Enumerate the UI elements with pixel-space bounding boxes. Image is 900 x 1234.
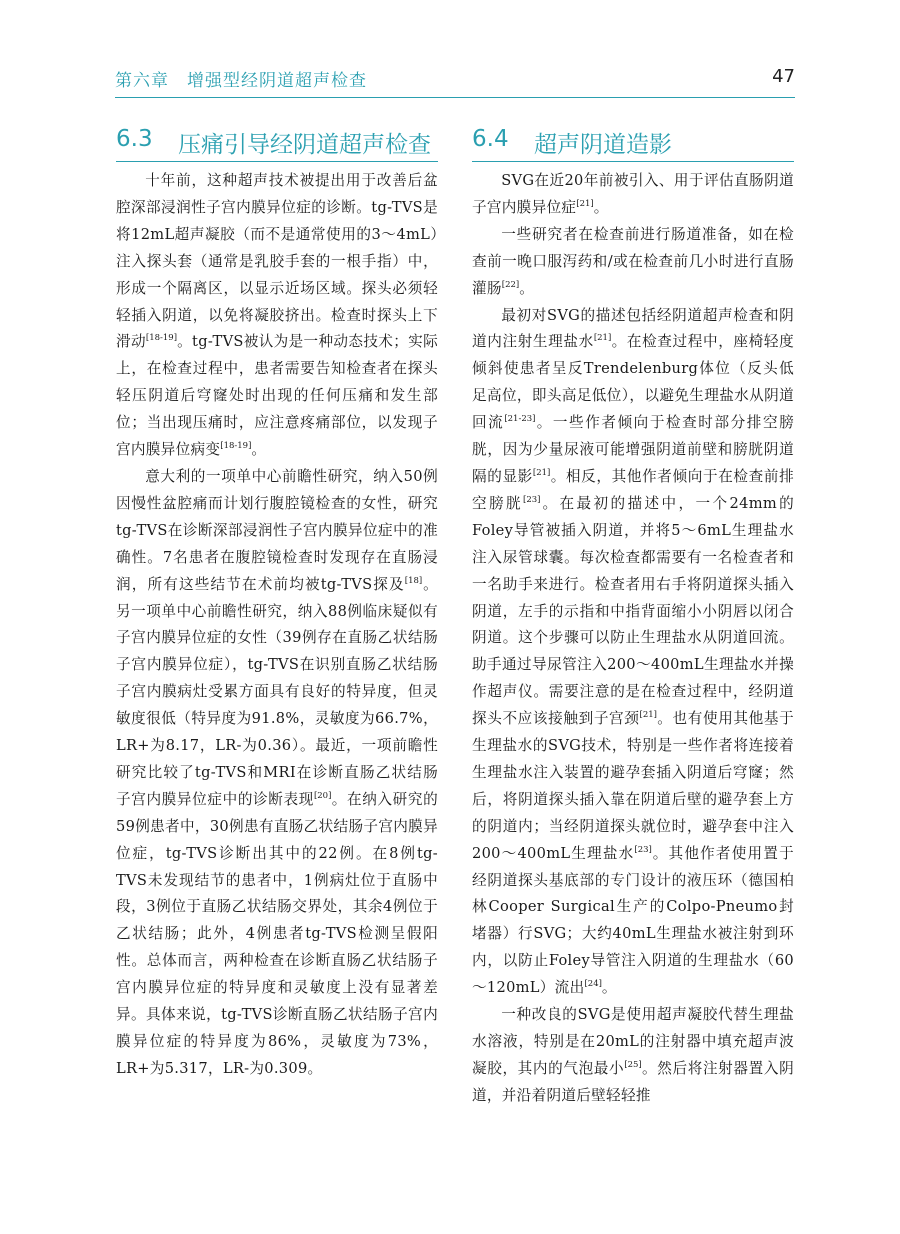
paragraph-text: 十年前，这种超声技术被提出用于改善后盆腔深部浸润性子宫内膜异位症的诊断。tg-TVS是将12mL超声凝胶（而不是通常使用的3～4mL）注入探头套（通常是乳胶手套的一根手指）中，形成一个隔离区，以显示近场区域。探头必须轻轻插入阴道，以免将凝胶挤出。检查时探头上下滑动 bbox=[116, 172, 438, 351]
paragraph-text: 最初对SVG的描述包括经阴道超声检查和阴道内注射生理盐水 bbox=[472, 306, 794, 351]
citation-ref: [25] bbox=[624, 1059, 642, 1070]
citation-ref: [22] bbox=[501, 279, 520, 290]
paragraph-text: 一种改良的SVG是使用超声凝胶代替生理盐水溶液，特别是在20mL的注射器中填充超声波凝胶，其内的气泡最小 bbox=[472, 1006, 794, 1077]
paragraph bbox=[116, 464, 438, 1083]
paragraph-text: 。在纳入研究的59例患者中，30例患有直肠乙状结肠子宫内膜异位症，tg-TVS诊断出其中的22例。在8例tg-TVS未发现结节的患者中，1例病灶位于直肠中段，3例位于直肠乙状结肠交界处，其余4例位于乙状结肠；此外，4例患者tg-TVS检测呈假阳性。总体而言，两种检查在诊断直肠乙状结肠子宫内膜异位症的特异度和灵敏度上没有显著差异。具体来说，tg-TVS诊断直肠乙状结肠子宫内膜异位症的特异度为86%，灵敏度为73%，LR+为5.317，LR-为0.309。 bbox=[116, 790, 438, 1077]
citation-ref: [18-19] bbox=[220, 441, 252, 452]
section-underline bbox=[472, 161, 794, 162]
chapter-label: 第六章 增强型经阴道超声检查 bbox=[115, 71, 367, 91]
paragraph bbox=[116, 168, 438, 464]
section-body bbox=[472, 168, 794, 1110]
citation-ref: [21] bbox=[639, 710, 657, 721]
paragraph-text: 。然后将注射器置入阴道，并沿着阴道后壁轻轻推 bbox=[472, 1059, 794, 1104]
left-column bbox=[116, 118, 438, 1083]
running-header bbox=[115, 60, 795, 96]
paragraph bbox=[472, 1002, 794, 1110]
citation-ref: [23] bbox=[523, 494, 541, 505]
paragraph-text: 。 bbox=[251, 441, 267, 459]
section-heading-6-4 bbox=[472, 118, 794, 162]
paragraph-text: 。一些作者倾向于检查时部分排空膀胱，因为少量尿液可能增强阴道前壁和膀胱阴道隔的显影 bbox=[472, 414, 794, 485]
section-number: 6.4 bbox=[472, 126, 509, 152]
right-column bbox=[472, 118, 794, 1110]
paragraph-text: 。另一项单中心前瞻性研究，纳入88例临床疑似有子宫内膜异位症的女性（39例存在直肠乙状结肠子宫内膜异位症），tg-TVS在识别直肠乙状结肠子宫内膜病灶受累方面具有良好的特异度，但灵敏度很低（特异度为91.8%，灵敏度为66.7%，LR+为8.17，LR-为0.36）。最近，一项前瞻性研究比较了tg-TVS和MRI在诊断直肠乙状结肠子宫内膜异位症中的诊断表现 bbox=[116, 575, 438, 808]
section-title: 超声阴道造影 bbox=[534, 132, 672, 158]
citation-ref: [18-19] bbox=[145, 333, 178, 344]
citation-ref: [18] bbox=[404, 575, 423, 586]
paragraph bbox=[472, 168, 794, 222]
page-number: 47 bbox=[772, 66, 795, 87]
paragraph-text: 。tg-TVS被认为是一种动态技术；实际上，在检查过程中，患者需要告知检查者在探头轻压阴道后穹窿处时出现的任何压痛和发生部位；当出现压痛时，应注意疼痛部位，以发现子宫内膜异位病变 bbox=[116, 333, 438, 459]
paragraph-text: SVG在近20年前被引入、用于评估直肠阴道子宫内膜异位症 bbox=[472, 172, 794, 216]
paragraph-text: 。 bbox=[601, 979, 617, 997]
header-divider bbox=[115, 97, 795, 98]
paragraph bbox=[472, 303, 794, 1003]
citation-ref: [21] bbox=[593, 333, 612, 344]
citation-ref: [24] bbox=[584, 979, 602, 990]
paragraph-text: 。在检查过程中，座椅轻度倾斜使患者呈反Trendelenburg体位（反头低足高位，即头高足低位），以避免生理盐水从阴道回流 bbox=[472, 333, 795, 432]
paragraph-text: 。其他作者使用置于经阴道探头基底部的专门设计的液压环（德国柏林Cooper Surgical生产的Colpo-Pneumo封堵器）行SVG；大约40mL生理盐水被注射到环内，以防止Foley导管注入阴道的生理盐水（60～120mL）流出 bbox=[472, 844, 794, 997]
paragraph bbox=[472, 222, 794, 303]
paragraph-text: 一些研究者在检查前进行肠道准备，如在检查前一晚口服泻药和/或在检查前几小时进行直肠灌肠 bbox=[472, 225, 794, 297]
section-number: 6.3 bbox=[116, 126, 153, 152]
paragraph-text: 。 bbox=[519, 279, 535, 297]
citation-ref: [21-23] bbox=[504, 414, 536, 425]
citation-ref: [21] bbox=[576, 198, 594, 209]
citation-ref: [20] bbox=[313, 790, 332, 801]
section-title: 压痛引导经阴道超声检查 bbox=[178, 132, 431, 158]
paragraph-text: 意大利的一项单中心前瞻性研究，纳入50例因慢性盆腔痛而计划行腹腔镜检查的女性，研究tg-TVS在诊断深部浸润性子宫内膜异位症中的准确性。7名患者在腹腔镜检查时发现存在直肠浸润，所有这些结节在术前均被tg-TVS探及 bbox=[116, 467, 438, 593]
paragraph-text: 。 bbox=[593, 198, 609, 216]
paragraph-text: 。在最初的描述中，一个24mm的Foley导管被插入阴道，并将5～6mL生理盐水注入尿管球囊。每次检查都需要有一名检查者和一名助手来进行。检查者用右手将阴道探头插入阴道，左手的示指和中指背面缩小小阴唇以闭合阴道。这个步骤可以防止生理盐水从阴道回流。助手通过导尿管注入200～400mL生理盐水并操作超声仪。需要注意的是在检查过程中，经阴道探头不应该接触到子宫颈 bbox=[472, 494, 794, 728]
paragraph-text: 。也有使用其他基于生理盐水的SVG技术，特别是一些作者将连接着生理盐水注入装置的避孕套插入阴道后穹窿；然后，将阴道探头插入靠在阴道后壁的避孕套上方的阴道内；当经阴道探头就位时，避孕套中注入200～400mL生理盐水 bbox=[472, 710, 794, 862]
paragraph-text: 。相反，其他作者倾向于在检查前排空膀胱 bbox=[472, 467, 795, 512]
section-heading-6-3 bbox=[116, 118, 438, 162]
citation-ref: [23] bbox=[634, 844, 652, 855]
section-body bbox=[116, 168, 438, 1083]
section-underline bbox=[116, 161, 438, 162]
citation-ref: [21] bbox=[532, 467, 551, 478]
